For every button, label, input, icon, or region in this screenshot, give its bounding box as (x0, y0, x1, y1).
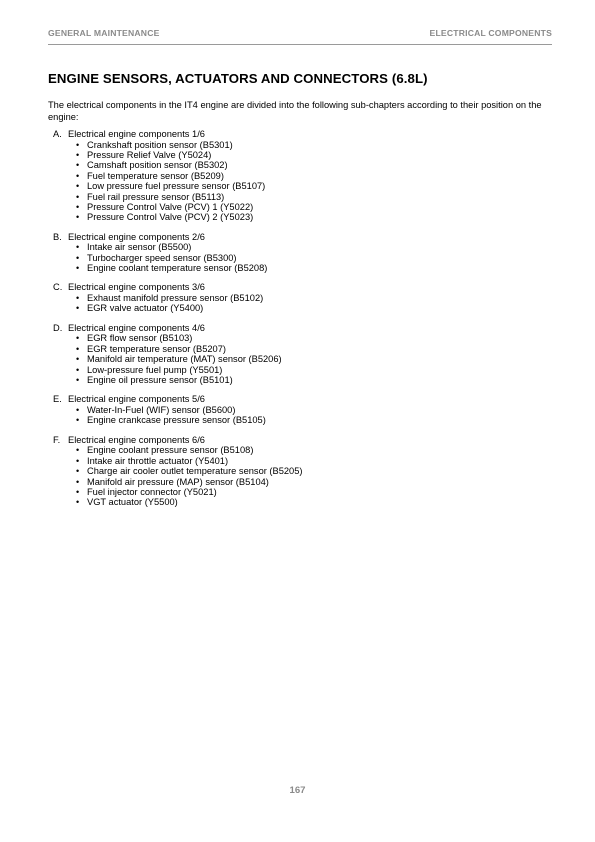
bullet-icon: • (76, 364, 80, 375)
bullet-icon: • (76, 486, 80, 497)
component-name: EGR temperature sensor (B5207) (87, 343, 226, 354)
component-name: Camshaft position sensor (B5302) (87, 160, 228, 171)
bullet-icon: • (76, 191, 80, 202)
header-section-title: ELECTRICAL COMPONENTS (429, 28, 552, 38)
component-name: Crankshaft position sensor (B5301) (87, 139, 233, 150)
component-name: EGR valve actuator (Y5400) (87, 303, 204, 314)
component-name: Fuel rail pressure sensor (B5113) (87, 191, 225, 202)
sub-chapter-label: Electrical engine components 6/6 (68, 434, 205, 445)
component-name: Fuel injector connector (Y5021) (87, 486, 217, 497)
component-list-item (48, 242, 552, 252)
component-list-item (48, 293, 552, 303)
sub-chapter-letter: F. (53, 434, 61, 445)
sub-chapter-section (48, 394, 552, 425)
page-number: 167 (289, 785, 306, 796)
component-name: Engine crankcase pressure sensor (B5105) (87, 415, 266, 426)
bullet-icon: • (76, 201, 80, 212)
component-list-item (48, 171, 552, 181)
sub-chapter-label: Electrical engine components 3/6 (68, 282, 205, 293)
component-list (48, 333, 552, 385)
component-name: Intake air sensor (B5500) (87, 242, 192, 253)
bullet-icon: • (76, 497, 80, 508)
sub-chapter-section (48, 232, 552, 274)
component-list-item (48, 415, 552, 425)
component-name: EGR flow sensor (B5103) (87, 333, 193, 344)
component-name: Pressure Control Valve (PCV) 1 (Y5022) (87, 201, 254, 212)
bullet-icon: • (76, 354, 80, 365)
component-name: Low-pressure fuel pump (Y5501) (87, 364, 223, 375)
component-name: Engine coolant temperature sensor (B5208) (87, 263, 268, 274)
component-name: Turbocharger speed sensor (B5300) (87, 252, 237, 263)
component-name: Pressure Control Valve (PCV) 2 (Y5023) (87, 212, 254, 223)
sub-chapter-label: Electrical engine components 1/6 (68, 129, 205, 139)
component-list (48, 445, 552, 507)
sub-chapter-list (48, 129, 552, 517)
component-list (48, 293, 552, 314)
sub-chapter-heading (48, 323, 552, 334)
component-name: Manifold air temperature (MAT) sensor (B5206) (87, 354, 282, 365)
bullet-icon: • (76, 181, 80, 192)
sub-chapter-heading (48, 282, 552, 293)
component-list-item (48, 160, 552, 170)
bullet-icon: • (76, 476, 80, 487)
sub-chapter-label: Electrical engine components 4/6 (68, 322, 205, 333)
bullet-icon: • (76, 170, 80, 181)
component-list-item (48, 497, 552, 507)
component-name: Intake air throttle actuator (Y5401) (87, 455, 229, 466)
bullet-icon: • (76, 343, 80, 354)
component-list-item (48, 181, 552, 191)
sub-chapter-heading (48, 435, 552, 446)
sub-chapter-label: Electrical engine components 2/6 (68, 231, 205, 242)
bullet-icon: • (76, 455, 80, 466)
component-name: VGT actuator (Y5500) (87, 497, 178, 508)
bullet-icon: • (76, 263, 80, 274)
component-name: Water-In-Fuel (WIF) sensor (B5600) (87, 405, 236, 415)
component-list-item (48, 477, 552, 487)
component-name: Charge air cooler outlet temperature sensor (B5205) (87, 466, 303, 477)
component-list (48, 242, 552, 273)
bullet-icon: • (76, 405, 80, 415)
component-list-item (48, 212, 552, 222)
component-list-item (48, 405, 552, 415)
component-list-item (48, 466, 552, 476)
component-list (48, 405, 552, 426)
component-list-item (48, 192, 552, 202)
sub-chapter-heading (48, 394, 552, 405)
sub-chapter-section (48, 129, 552, 223)
component-name: Low pressure fuel pressure sensor (B5107) (87, 181, 266, 192)
bullet-icon: • (76, 149, 80, 160)
sub-chapter-heading (48, 129, 552, 140)
sub-chapter-letter: A. (53, 129, 62, 139)
bullet-icon: • (76, 333, 80, 344)
component-list-item (48, 303, 552, 313)
component-name: Engine oil pressure sensor (B5101) (87, 375, 233, 386)
sub-chapter-letter: C. (53, 282, 63, 293)
bullet-icon: • (76, 303, 80, 314)
component-list-item (48, 365, 552, 375)
component-list-item (48, 344, 552, 354)
bullet-icon: • (76, 212, 80, 223)
component-list-item (48, 150, 552, 160)
component-list-item (48, 202, 552, 212)
component-list-item (48, 487, 552, 497)
component-name: Engine coolant pressure sensor (B5108) (87, 445, 254, 456)
component-list-item (48, 375, 552, 385)
component-list-item (48, 445, 552, 455)
bullet-icon: • (76, 242, 80, 253)
component-list-item (48, 253, 552, 263)
component-list-item (48, 263, 552, 273)
bullet-icon: • (76, 466, 80, 477)
component-name: Manifold air pressure (MAP) sensor (B5104) (87, 476, 269, 487)
bullet-icon: • (76, 415, 80, 426)
header-divider (48, 44, 552, 45)
component-name: Fuel temperature sensor (B5209) (87, 170, 224, 181)
component-list-item (48, 140, 552, 150)
sub-chapter-section (48, 323, 552, 386)
component-list-item (48, 456, 552, 466)
component-name: Pressure Relief Valve (Y5024) (87, 149, 212, 160)
bullet-icon: • (76, 293, 80, 304)
component-name: Exhaust manifold pressure sensor (B5102) (87, 293, 264, 304)
sub-chapter-letter: D. (53, 322, 63, 333)
intro-paragraph: The electrical components in the IT4 engine are divided into the following sub-chapters according to their position on the engine: (48, 100, 542, 122)
component-list-item (48, 354, 552, 364)
bullet-icon: • (76, 375, 80, 386)
component-list-item (48, 333, 552, 343)
bullet-icon: • (76, 445, 80, 456)
sub-chapter-heading (48, 232, 552, 243)
bullet-icon: • (76, 252, 80, 263)
bullet-icon: • (76, 160, 80, 171)
component-list (48, 140, 552, 223)
header-chapter-title: GENERAL MAINTENANCE (48, 28, 160, 38)
sub-chapter-letter: B. (53, 231, 62, 242)
sub-chapter-letter: E. (53, 394, 62, 405)
sub-chapter-section (48, 282, 552, 313)
page-title: ENGINE SENSORS, ACTUATORS AND CONNECTORS (6.8L) (48, 71, 428, 86)
sub-chapter-label: Electrical engine components 5/6 (68, 394, 205, 405)
page-header (48, 28, 552, 42)
bullet-icon: • (76, 139, 80, 150)
sub-chapter-section (48, 435, 552, 508)
